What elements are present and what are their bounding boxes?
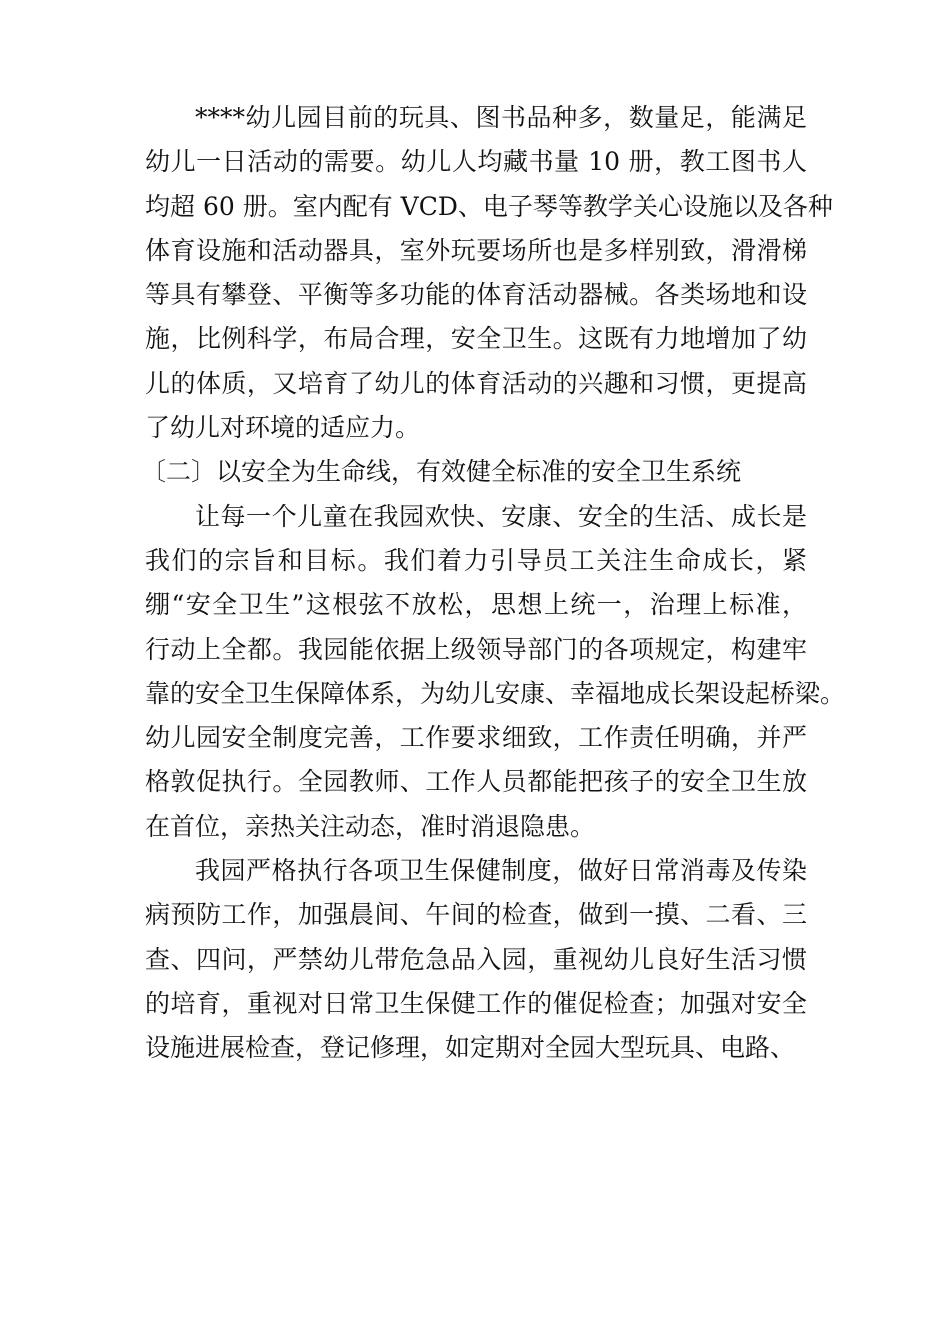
paragraph-health-care	[145, 849, 807, 1070]
paragraph-line: 的培育，重视对日常卫生保健工作的催促检查；加强对安全	[145, 988, 807, 1018]
paragraph-line: 幼儿一日活动的需要。幼儿人均藏书量 10 册，教工图书人	[145, 147, 807, 177]
section-heading: 〔二〕以安全为生命线，有效健全标准的安全卫生系统	[141, 457, 742, 487]
document-body	[141, 96, 846, 1071]
paragraph-line: 我园严格执行各项卫生保健制度，做好日常消毒及传染	[195, 856, 807, 886]
paragraph-line: 在首位，亲热关注动态，准时消退隐患。	[145, 811, 596, 841]
paragraph-line: 靠的安全卫生保障体系，为幼儿安康、幸福地成长架设起桥梁。	[145, 678, 846, 708]
paragraph-toys-books	[145, 96, 833, 450]
paragraph-safety-system	[145, 495, 846, 849]
paragraph-line: 让每一个儿童在我园欢快、安康、安全的生活、成长是	[195, 501, 807, 531]
paragraph-line: 了幼儿对环境的适应力。	[145, 413, 421, 443]
paragraph-line: 等具有攀登、平衡等多功能的体育活动器械。各类场地和设	[145, 280, 807, 310]
paragraph-line: 行动上全都。我园能依据上级领导部门的各项规定，构建牢	[145, 634, 807, 664]
paragraph-line: 幼儿园安全制度完善，工作要求细致，工作责任明确，并严	[145, 723, 807, 753]
paragraph-line: 体育设施和活动器具，室外玩要场所也是多样别致，滑滑梯	[145, 235, 807, 265]
paragraph-line: 查、四问，严禁幼儿带危急品入园，重视幼儿良好生活习惯	[145, 944, 807, 974]
paragraph-line: 儿的体质，又培育了幼儿的体育活动的兴趣和习惯，更提高	[145, 368, 807, 398]
paragraph-line: ****幼儿园目前的玩具、图书品种多，数量足，能满足	[195, 103, 807, 132]
paragraph-line: 病预防工作，加强晨间、午间的检查，做到一摸、二看、三	[145, 900, 807, 930]
paragraph-line: 均超 60 册。室内配有 VCD、电子琴等教学关心设施以及各种	[145, 191, 833, 221]
paragraph-line: 我们的宗旨和目标。我们着力引导员工关注生命成长，紧	[145, 545, 807, 575]
paragraph-line: 施，比例科学，布局合理，安全卫生。这既有力地增加了幼	[145, 324, 807, 354]
paragraph-line: 设施进展检查，登记修理，如定期对全园大型玩具、电路、	[145, 1033, 796, 1063]
paragraph-line: 格敦促执行。全园教师、工作人员都能把孩子的安全卫生放	[145, 767, 807, 797]
paragraph-line: 绷“安全卫生”这根弦不放松，思想上统一，治理上标准，	[145, 590, 807, 620]
